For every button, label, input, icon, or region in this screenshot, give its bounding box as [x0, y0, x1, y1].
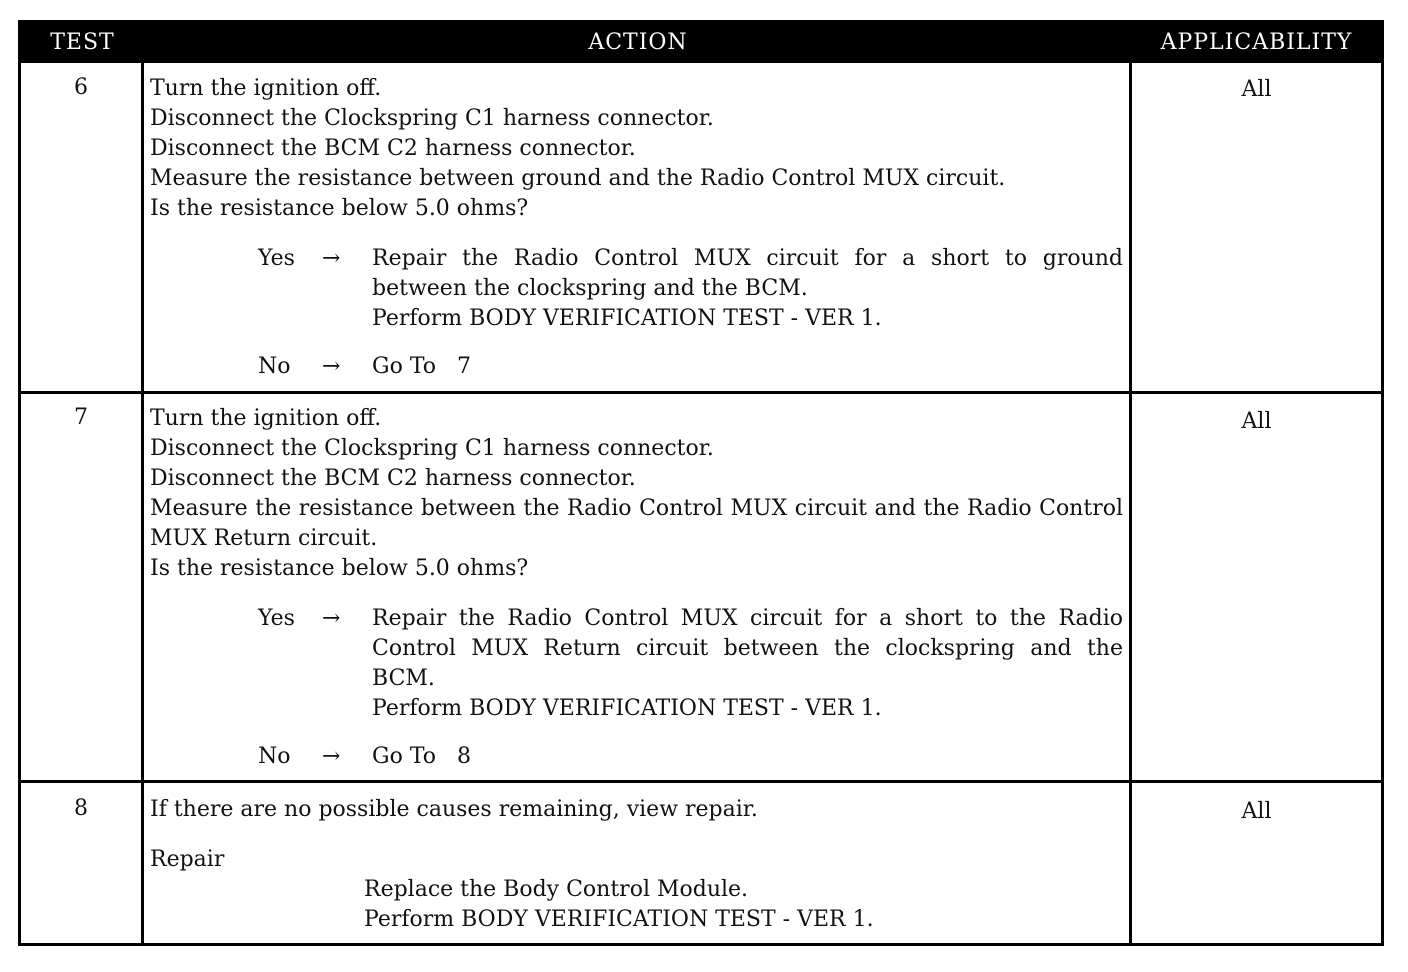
yes-branch	[258, 604, 1123, 724]
row-divider	[21, 391, 1381, 394]
no-branch	[258, 742, 1123, 772]
action-step: Turn the ignition off.	[150, 406, 382, 431]
yes-instruction: Perform BODY VERIFICATION TEST - VER 1.	[372, 696, 882, 721]
repair-instruction: Perform BODY VERIFICATION TEST - VER 1.	[364, 907, 874, 932]
repair-instructions	[364, 875, 1123, 935]
row-action	[150, 74, 1123, 382]
row-action	[150, 795, 1123, 935]
yes-label: Yes	[258, 246, 295, 271]
column-divider	[141, 63, 144, 943]
repair-instruction: Replace the Body Control Module.	[364, 877, 749, 902]
yes-instruction: Repair the Radio Control MUX circuit for a short to the Radio Control MUX Return circuit between the clockspring and the BCM.	[372, 606, 1123, 691]
header-test: TEST	[50, 30, 115, 55]
no-instruction: Go To 7	[372, 354, 471, 379]
action-step: Turn the ignition off.	[150, 76, 382, 101]
yes-instruction: Repair the Radio Control MUX circuit for a short to ground between the clockspring and the BCM.	[372, 246, 1123, 301]
action-step: If there are no possible causes remaining, view repair.	[150, 797, 758, 822]
row-test-number: 6	[74, 75, 88, 100]
arrow-icon: →	[322, 606, 341, 631]
table-header	[21, 23, 1381, 63]
header-applicability: APPLICABILITY	[1160, 30, 1353, 55]
arrow-icon: →	[322, 744, 341, 769]
yes-branch	[258, 244, 1123, 334]
row-test-number: 8	[74, 796, 88, 821]
action-step: Measure the resistance between the Radio Control MUX circuit and the Radio Control MUX Return circuit.	[150, 496, 1123, 551]
action-step: Disconnect the Clockspring C1 harness connector.	[150, 106, 714, 131]
no-label: No	[258, 354, 291, 379]
row-applicability: All	[1241, 77, 1272, 102]
no-instruction: Go To 8	[372, 744, 471, 769]
repair-label: Repair	[150, 847, 225, 872]
action-step: Disconnect the BCM C2 harness connector.	[150, 466, 636, 491]
action-step: Is the resistance below 5.0 ohms?	[150, 556, 529, 581]
no-branch	[258, 352, 1123, 382]
row-action	[150, 404, 1123, 772]
row-applicability: All	[1241, 409, 1272, 434]
action-step: Measure the resistance between ground and the Radio Control MUX circuit.	[150, 166, 1006, 191]
header-action: ACTION	[588, 30, 688, 55]
action-step: Is the resistance below 5.0 ohms?	[150, 196, 529, 221]
action-step: Disconnect the BCM C2 harness connector.	[150, 136, 636, 161]
yes-instruction: Perform BODY VERIFICATION TEST - VER 1.	[372, 306, 882, 331]
action-step: Disconnect the Clockspring C1 harness connector.	[150, 436, 714, 461]
row-applicability: All	[1241, 799, 1272, 824]
yes-label: Yes	[258, 606, 295, 631]
row-divider	[21, 780, 1381, 783]
row-test-number: 7	[74, 405, 88, 430]
diagnostic-test-table	[18, 20, 1384, 946]
arrow-icon: →	[322, 354, 341, 379]
arrow-icon: →	[322, 246, 341, 271]
no-label: No	[258, 744, 291, 769]
